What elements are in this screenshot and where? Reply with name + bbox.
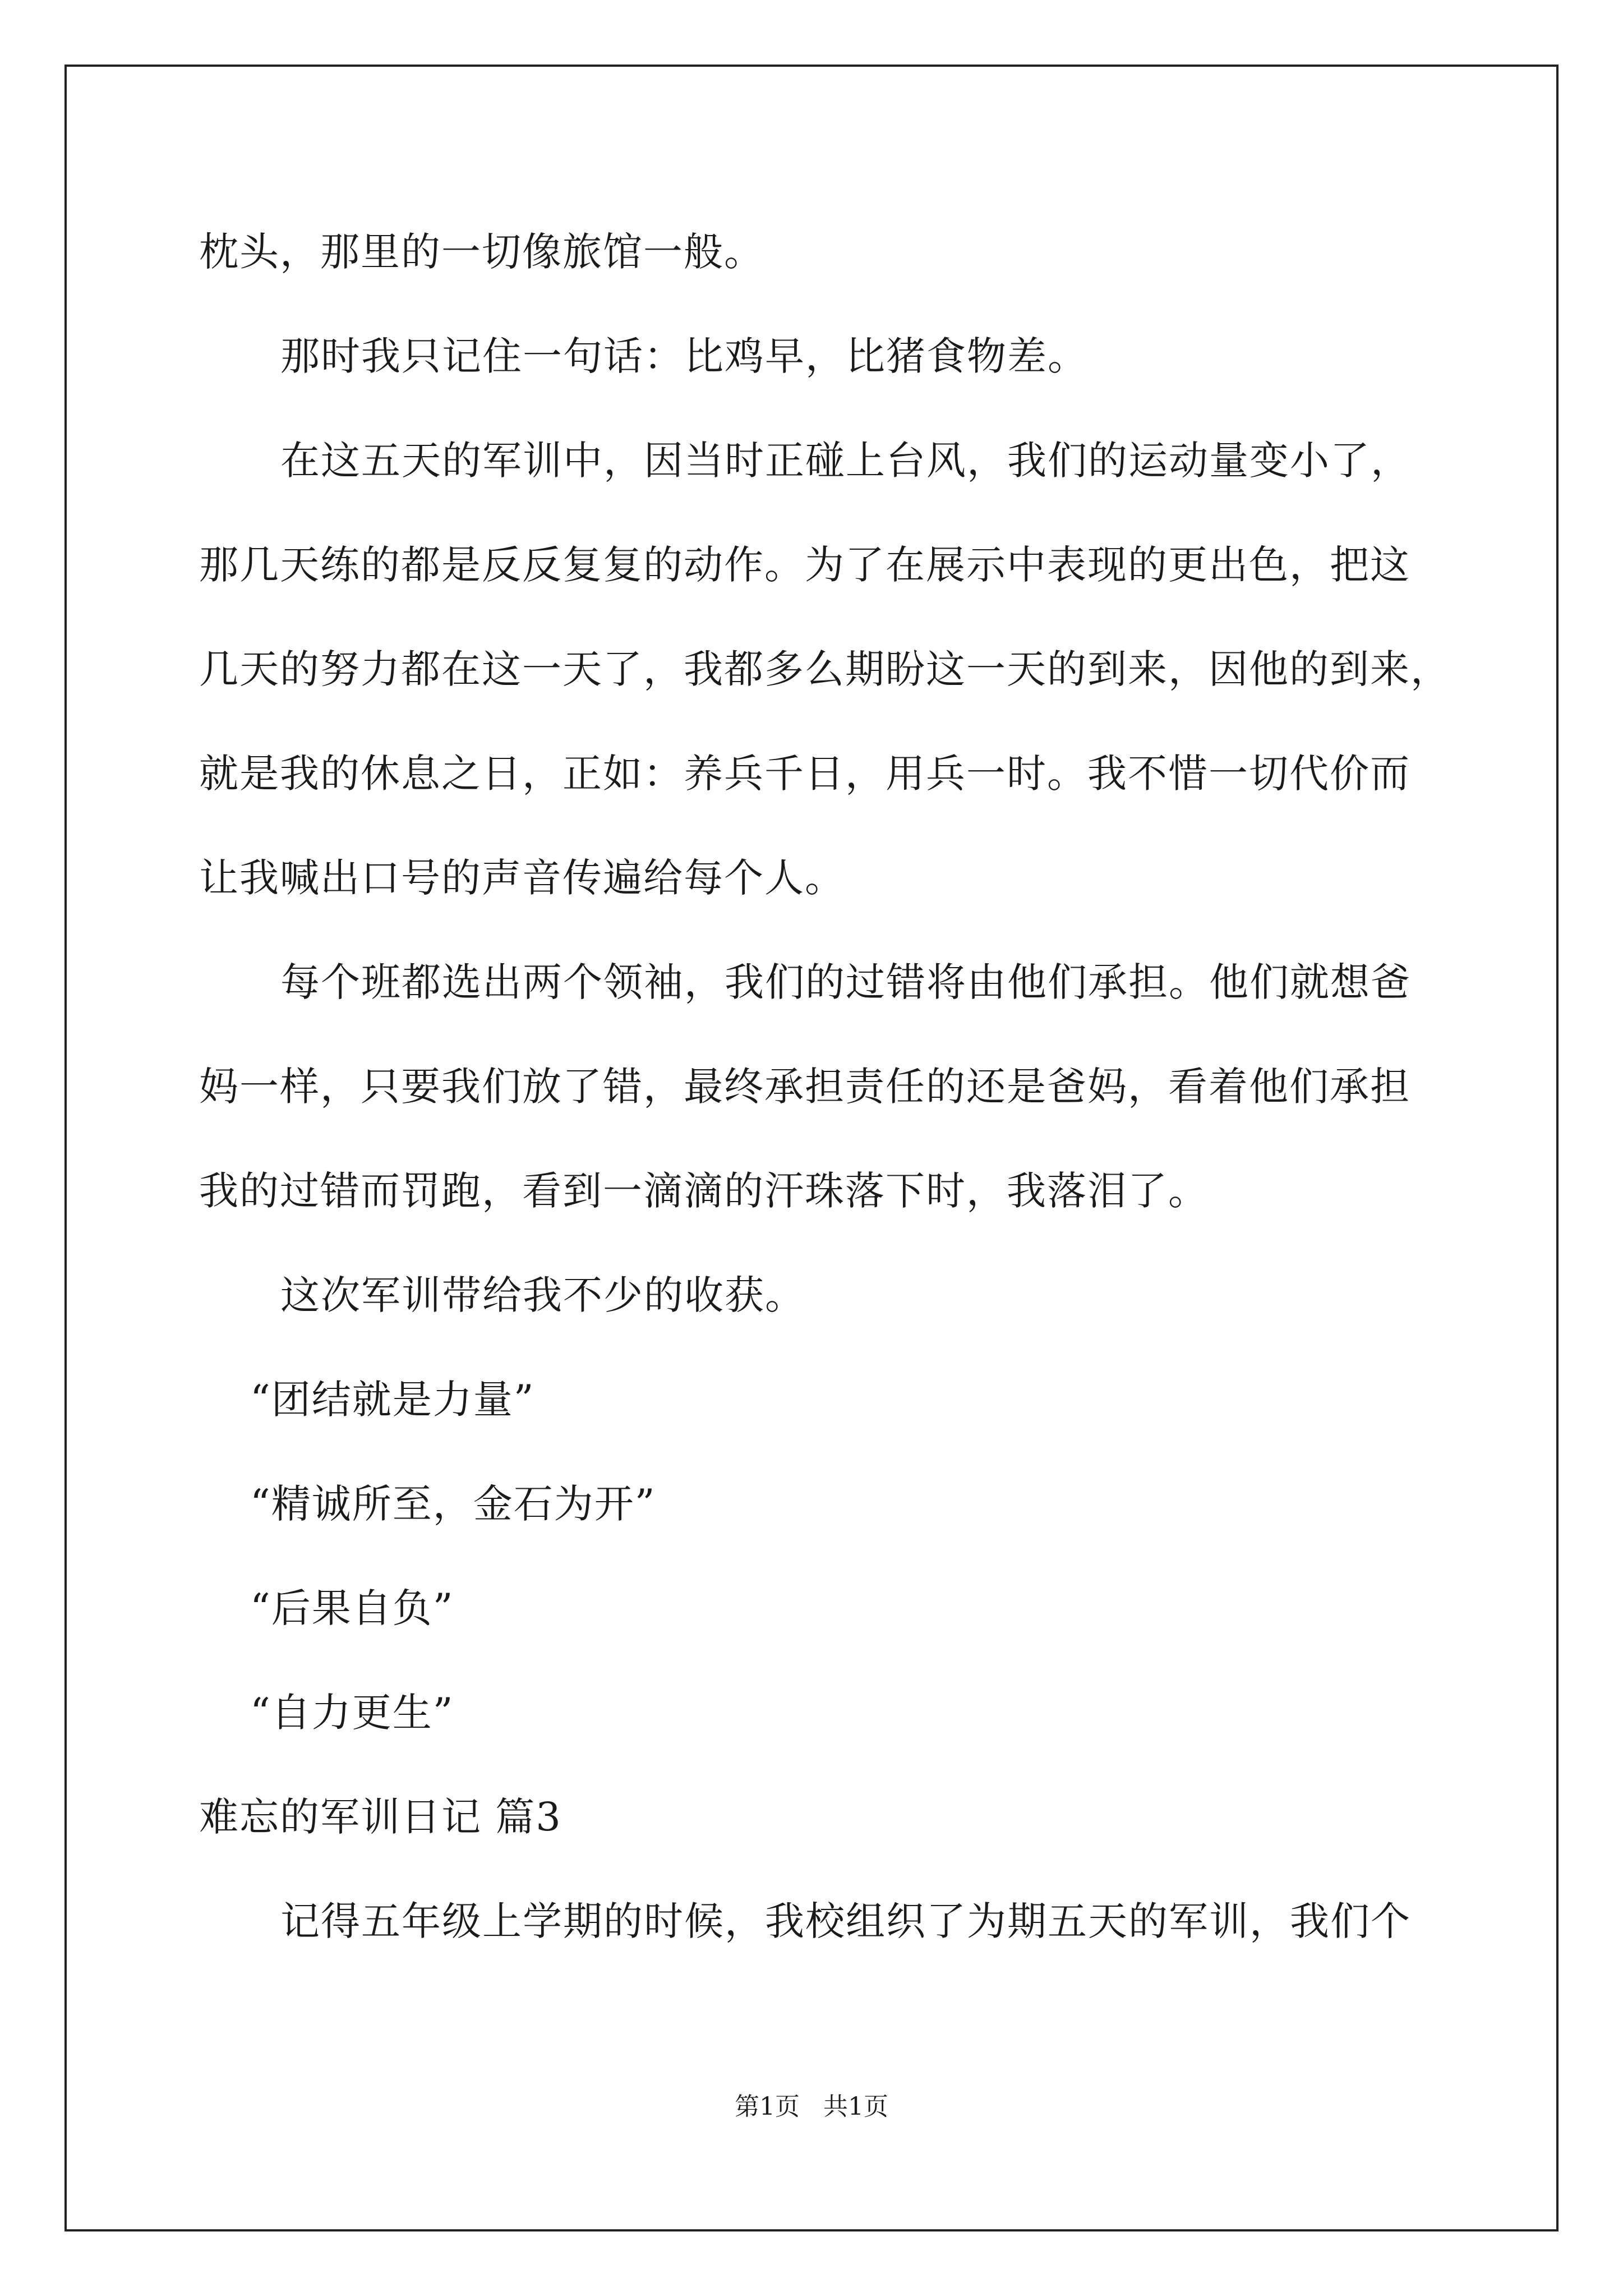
body-line-2: 那时我只记住一句话：比鸡早，比猪食物差。 bbox=[280, 333, 1088, 379]
body-line-9: 妈一样，只要我们放了错，最终承担责任的还是爸妈，看着他们承担 bbox=[199, 1064, 1410, 1110]
body-line-8: 每个班都选出两个领袖，我们的过错将由他们承担。他们就想爸 bbox=[280, 959, 1411, 1005]
body-line-11: 这次军训带给我不少的收获。 bbox=[280, 1272, 805, 1318]
body-line-3: 在这五天的军训中，因当时正碰上台风，我们的运动量变小了， bbox=[280, 438, 1411, 484]
body-line-10: 我的过错而罚跑，看到一滴滴的汗珠落下时，我落泪了。 bbox=[199, 1168, 1209, 1214]
quote-line-2: “精诚所至，金石为开” bbox=[250, 1481, 656, 1527]
quote-line-4: “自力更生” bbox=[250, 1690, 454, 1736]
quote-line-3: “后果自负” bbox=[250, 1585, 454, 1631]
body-line-5: 几天的努力都在这一天了，我都多么期盼这一天的到来，因他的到来， bbox=[199, 646, 1451, 692]
body-line-12: 记得五年级上学期的时候，我校组织了为期五天的军训，我们个 bbox=[280, 1898, 1411, 1944]
body-line-6: 就是我的休息之日，正如：养兵千日，用兵一时。我不惜一切代价而 bbox=[199, 751, 1410, 797]
body-line-7: 让我喊出口号的声音传遍给每个人。 bbox=[199, 855, 845, 901]
quote-line-1: “团结就是力量” bbox=[250, 1377, 535, 1423]
section-heading: 难忘的军训日记 篇3 bbox=[199, 1794, 562, 1840]
body-line-4: 那几天练的都是反反复复的动作。为了在展示中表现的更出色，把这 bbox=[199, 542, 1410, 588]
body-line-1: 枕头，那里的一切像旅馆一般。 bbox=[199, 229, 764, 275]
page-footer: 第1页 共1页 bbox=[735, 2092, 888, 2121]
